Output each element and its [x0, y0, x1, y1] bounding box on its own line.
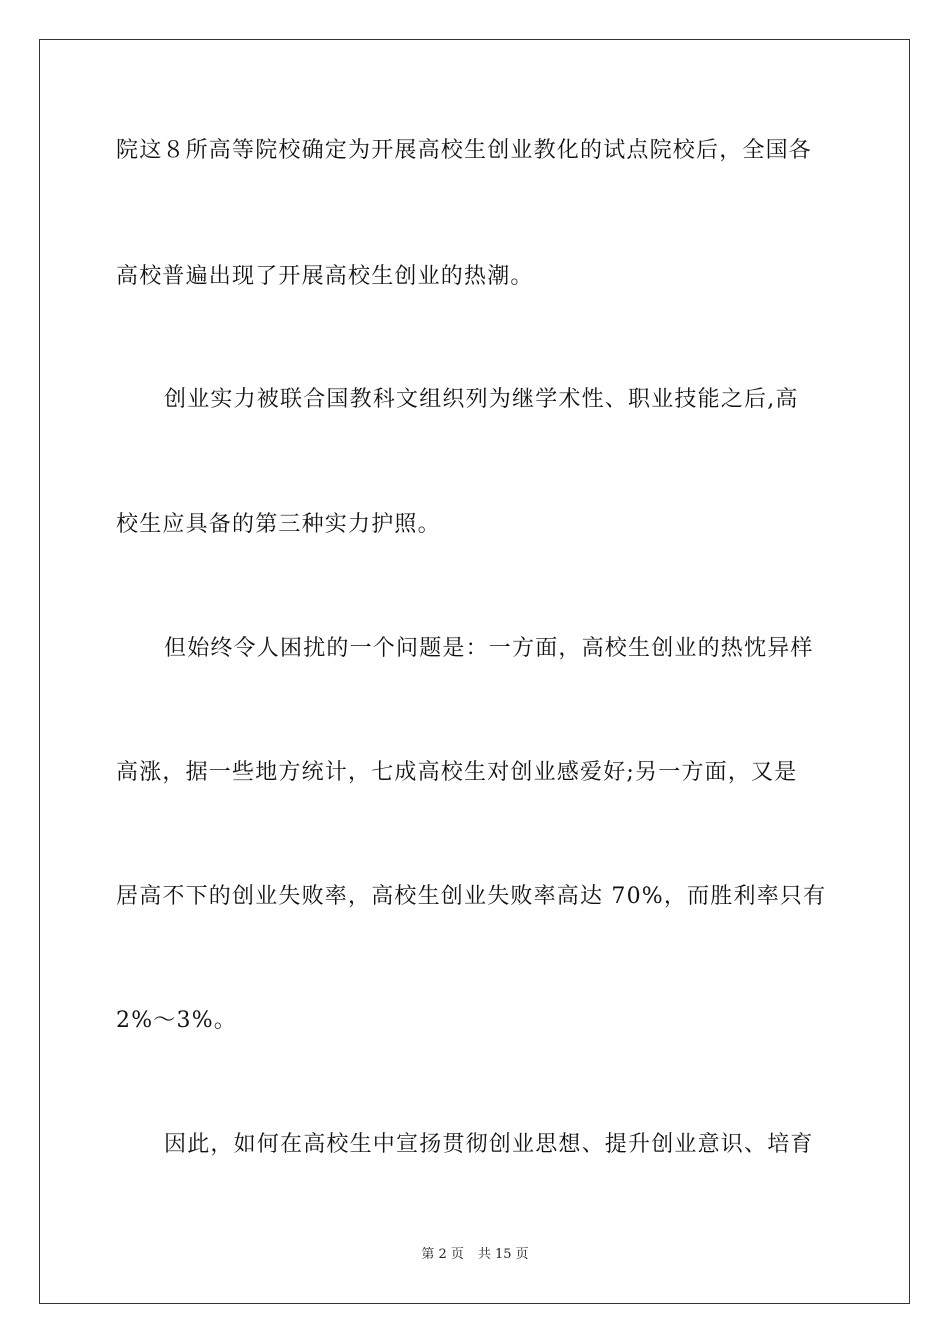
- paragraph-line-3: 创业实力被联合国教科文组织列为继学术性、职业技能之后,高: [164, 387, 799, 412]
- page-border: [39, 39, 910, 1304]
- paragraph-line-7: 居高不下的创业失败率，高校生创业失败率高达 70%，而胜利率只有: [116, 884, 827, 909]
- paragraph-line-8: 2%～3%。: [116, 1008, 238, 1033]
- page-footer: [0, 1246, 950, 1264]
- paragraph-line-9: 因此，如何在高校生中宣扬贯彻创业思想、提升创业意识、培育: [164, 1132, 814, 1157]
- page-number: 第 2 页: [421, 1247, 464, 1262]
- paragraph-line-6: 高涨，据一些地方统计，七成高校生对创业感爱好;另一方面，又是: [116, 760, 798, 785]
- paragraph-line-4: 校生应具备的第三种实力护照。: [116, 512, 441, 537]
- paragraph-line-2: 高校普遍出现了开展高校生创业的热潮。: [116, 264, 534, 289]
- page-total: 共 15 页: [477, 1247, 529, 1262]
- paragraph-line-1: 院这８所高等院校确定为开展高校生创业教化的试点院校后，全国各: [116, 138, 813, 163]
- paragraph-line-5: 但始终令人困扰的一个问题是：一方面，高校生创业的热忱异样: [164, 636, 814, 661]
